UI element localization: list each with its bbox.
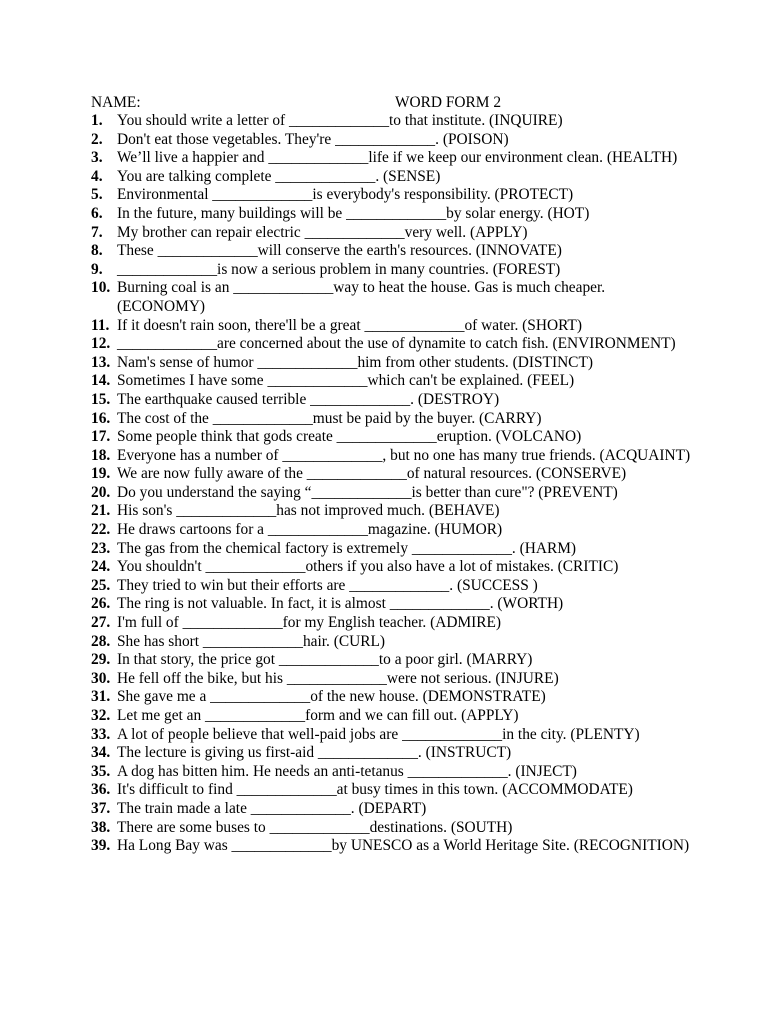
question-number: 31.	[91, 688, 111, 706]
question-number: 39.	[91, 837, 111, 855]
worksheet-title: WORD FORM 2	[395, 94, 502, 111]
question-text: You should write a letter of _____________to that institute. (INQUIRE)	[117, 112, 563, 129]
question-item	[91, 484, 691, 503]
question-number: 19.	[91, 465, 111, 483]
question-text: We are now fully aware of the _____________of natural resources. (CONSERVE)	[117, 465, 627, 483]
question-text: You shouldn't _____________others if you also have a lot of mistakes. (CRITIC)	[117, 558, 619, 576]
question-item	[91, 447, 691, 466]
question-item	[91, 410, 691, 429]
question-number: 8.	[91, 242, 103, 260]
question-number: 1.	[91, 112, 103, 129]
question-number: 24.	[91, 558, 111, 576]
question-number: 32.	[91, 707, 111, 724]
question-text: The lecture is giving us first-aid _____________. (INSTRUCT)	[117, 744, 512, 762]
question-item	[91, 279, 691, 316]
worksheet-header	[91, 94, 708, 113]
question-text: _____________are concerned about the use of dynamite to catch fish. (ENVIRONMENT)	[117, 335, 676, 353]
question-item	[91, 614, 691, 633]
question-number: 36.	[91, 781, 111, 799]
question-item	[91, 763, 691, 782]
question-number: 27.	[91, 614, 111, 632]
question-item	[91, 837, 691, 856]
question-number: 17.	[91, 428, 111, 446]
question-text: You are talking complete _____________. (SENSE)	[117, 167, 441, 185]
question-text: Nam's sense of humor _____________him from other students. (DISTINCT)	[117, 353, 593, 371]
question-item	[91, 744, 691, 763]
question-item	[91, 112, 691, 131]
question-text: _____________is now a serious problem in many countries. (FOREST)	[117, 260, 561, 278]
question-item	[91, 670, 691, 689]
question-number: 4.	[91, 167, 103, 185]
question-text: Burning coal is an _____________way to heat the house. Gas is much cheaper. (ECONOMY)	[117, 279, 606, 315]
question-item	[91, 317, 691, 336]
question-number: 13.	[91, 353, 111, 371]
question-text: He draws cartoons for a _____________magazine. (HUMOR)	[117, 521, 503, 539]
question-item	[91, 577, 691, 596]
question-text: Environmental _____________is everybody's responsibility. (PROTECT)	[117, 186, 574, 204]
question-item	[91, 428, 691, 447]
question-text: There are some buses to _____________destinations. (SOUTH)	[117, 818, 513, 836]
question-number: 22.	[91, 521, 111, 539]
question-number: 29.	[91, 651, 111, 669]
question-text: She has short _____________hair. (CURL)	[117, 632, 386, 650]
question-number: 30.	[91, 669, 111, 687]
question-number: 34.	[91, 744, 111, 762]
question-number: 11.	[91, 316, 110, 334]
question-text: The cost of the _____________must be paid by the buyer. (CARRY)	[117, 409, 542, 427]
question-item	[91, 819, 691, 838]
question-item	[91, 224, 691, 243]
question-number: 35.	[91, 762, 111, 780]
question-item	[91, 558, 691, 577]
question-number: 38.	[91, 818, 111, 836]
question-item	[91, 521, 691, 540]
question-text: The train made a late _____________. (DEPART)	[117, 799, 427, 817]
question-text: My brother can repair electric _____________very well. (APPLY)	[117, 223, 528, 241]
question-text: Everyone has a number of _____________, but no one has many true friends. (ACQUAINT)	[117, 446, 691, 464]
question-text: Let me get an _____________form and we can fill out. (APPLY)	[117, 707, 519, 724]
question-number: 5.	[91, 186, 103, 204]
question-text: The earthquake caused terrible _____________. (DESTROY)	[117, 390, 500, 408]
question-item	[91, 168, 691, 187]
question-item	[91, 465, 691, 484]
question-number: 21.	[91, 502, 111, 520]
question-number: 25.	[91, 576, 111, 594]
question-number: 23.	[91, 539, 111, 557]
name-label: NAME:	[91, 94, 141, 111]
question-item	[91, 540, 691, 559]
question-text: The gas from the chemical factory is extremely _____________. (HARM)	[117, 539, 577, 557]
question-text: She gave me a _____________of the new house. (DEMONSTRATE)	[117, 688, 546, 706]
question-number: 28.	[91, 632, 111, 650]
question-item	[91, 595, 691, 614]
question-text: Sometimes I have some _____________which can't be explained. (FEEL)	[117, 372, 575, 390]
question-item	[91, 242, 691, 261]
question-item	[91, 726, 691, 745]
question-item	[91, 335, 691, 354]
question-text: In that story, the price got _____________to a poor girl. (MARRY)	[117, 651, 533, 669]
question-list	[91, 112, 691, 856]
question-number: 7.	[91, 223, 103, 241]
question-item	[91, 354, 691, 373]
question-item	[91, 186, 691, 205]
question-item	[91, 391, 691, 410]
question-text: It's difficult to find _____________at busy times in this town. (ACCOMMODATE)	[117, 781, 633, 799]
question-number: 18.	[91, 446, 111, 464]
question-item	[91, 261, 691, 280]
question-number: 20.	[91, 483, 111, 501]
question-item	[91, 633, 691, 652]
question-item	[91, 800, 691, 819]
question-text: Don't eat those vegetables. They're _____________. (POISON)	[117, 130, 509, 148]
question-number: 26.	[91, 595, 111, 613]
question-text: We’ll live a happier and _____________life if we keep our environment clean. (HEALTH)	[117, 149, 678, 167]
question-item	[91, 372, 691, 391]
question-item	[91, 707, 691, 726]
question-number: 10.	[91, 279, 111, 297]
question-text: The ring is not valuable. In fact, it is almost _____________. (WORTH)	[117, 595, 564, 613]
question-number: 37.	[91, 799, 111, 817]
question-number: 6.	[91, 204, 103, 222]
question-item	[91, 502, 691, 521]
question-text: His son's _____________has not improved much. (BEHAVE)	[117, 502, 500, 520]
question-number: 3.	[91, 149, 103, 167]
question-text: A lot of people believe that well-paid jobs are _____________in the city. (PLENTY)	[117, 725, 640, 743]
question-number: 2.	[91, 130, 103, 148]
question-text: Do you understand the saying “_____________is better than cure"? (PREVENT)	[117, 483, 618, 501]
question-text: He fell off the bike, but his _____________were not serious. (INJURE)	[117, 669, 559, 687]
question-number: 33.	[91, 725, 111, 743]
question-item	[91, 651, 691, 670]
question-text: I'm full of _____________for my English teacher. (ADMIRE)	[117, 614, 502, 632]
question-text: Some people think that gods create _____________eruption. (VOLCANO)	[117, 428, 582, 446]
question-text: These _____________will conserve the earth's resources. (INNOVATE)	[117, 242, 562, 260]
question-item	[91, 781, 691, 800]
question-text: A dog has bitten him. He needs an anti-tetanus _____________. (INJECT)	[117, 762, 577, 780]
question-item	[91, 131, 691, 150]
question-number: 12.	[91, 335, 111, 353]
question-item	[91, 688, 691, 707]
question-number: 15.	[91, 390, 111, 408]
question-number: 16.	[91, 409, 111, 427]
question-text: Ha Long Bay was _____________by UNESCO as a World Heritage Site. (RECOGNITION)	[117, 837, 690, 855]
question-text: They tried to win but their efforts are _____________. (SUCCESS )	[117, 576, 538, 594]
question-text: In the future, many buildings will be _____________by solar energy. (HOT)	[117, 204, 590, 222]
question-number: 14.	[91, 372, 111, 390]
question-item	[91, 149, 691, 168]
question-item	[91, 205, 691, 224]
question-text: If it doesn't rain soon, there'll be a great _____________of water. (SHORT)	[117, 316, 582, 334]
question-number: 9.	[91, 260, 103, 278]
